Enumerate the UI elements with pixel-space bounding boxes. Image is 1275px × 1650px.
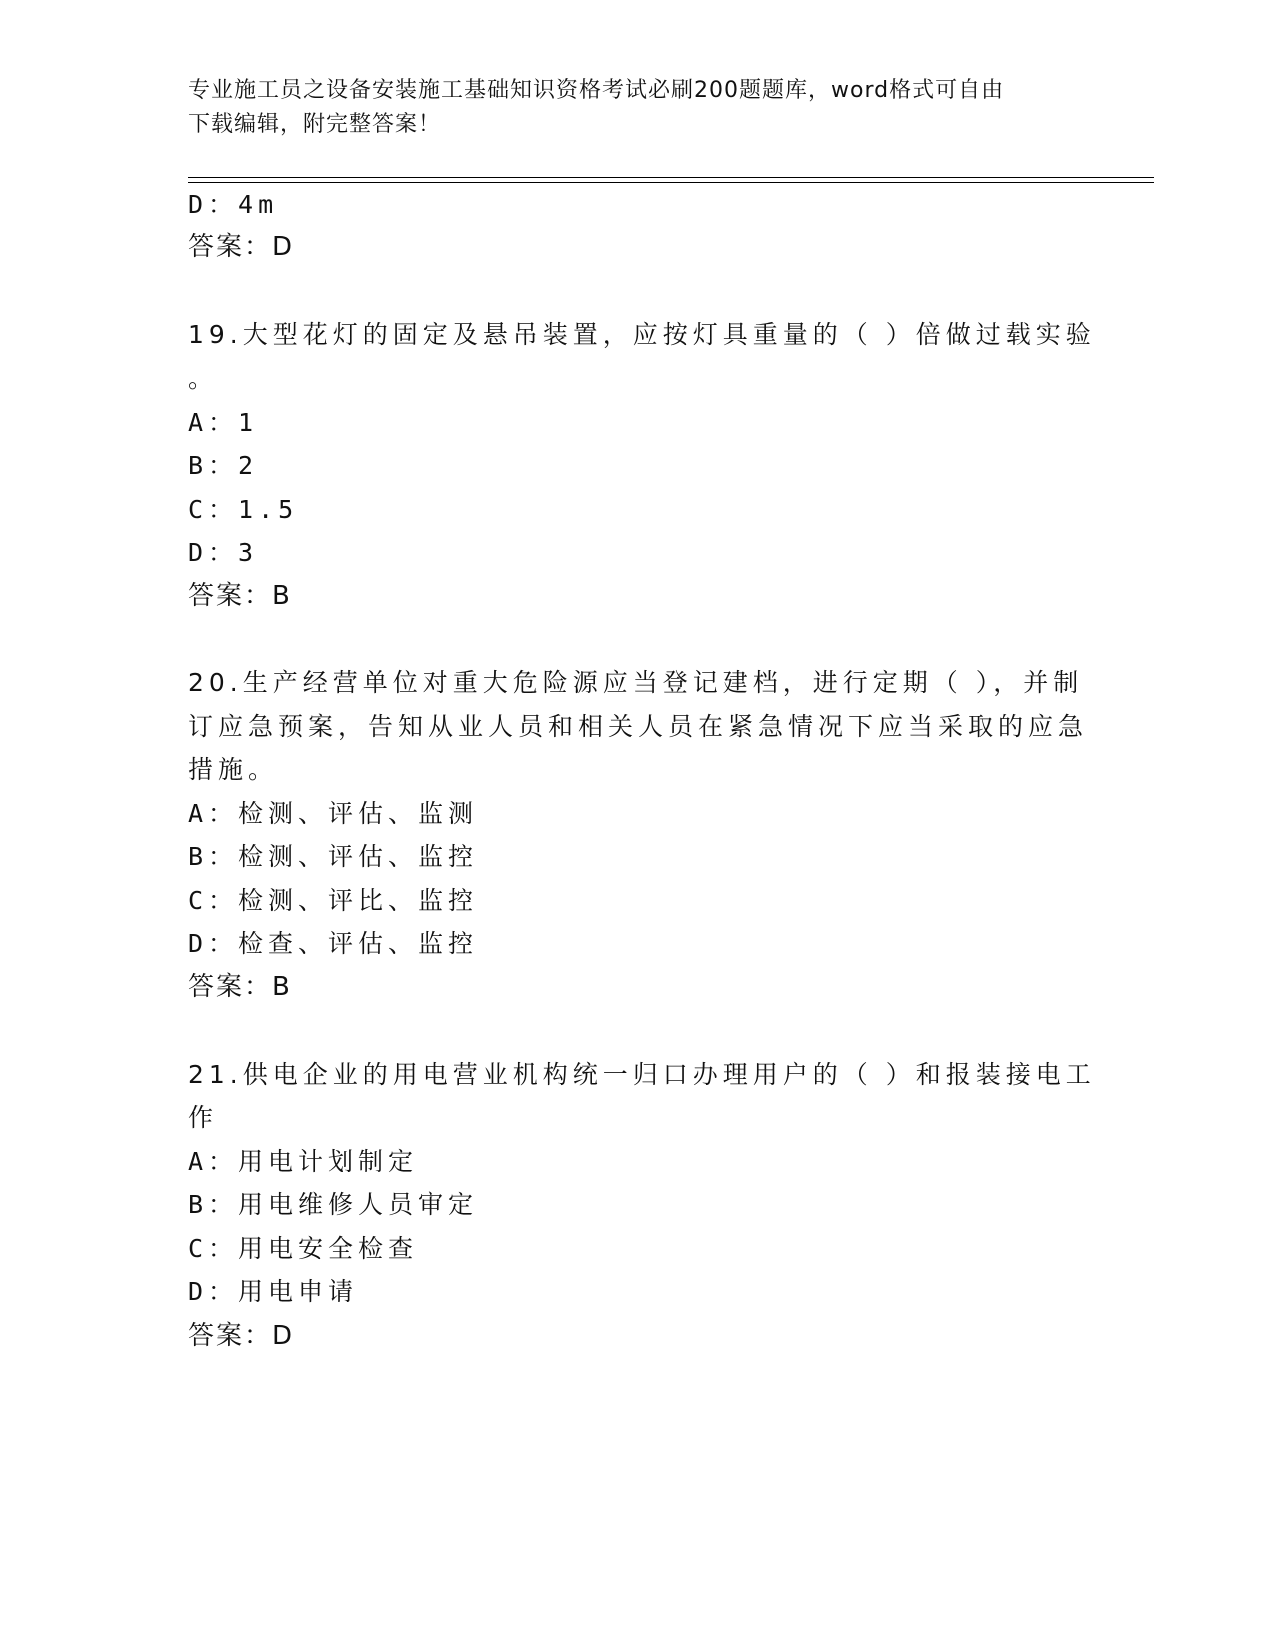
option-b: B：检测、评估、监控 [188,842,479,871]
header-line-1: 专业施工员之设备安装施工基础知识资格考试必刷200题题库，word格式可自由 [188,78,1005,103]
option-b: B：2 [188,451,259,480]
document-header [188,74,1068,142]
option-d: D：3 [188,538,259,567]
header-divider-bottom [188,182,1154,183]
option-a: A：检测、评估、监测 [188,799,479,828]
option-d: D：检查、评估、监控 [188,929,479,958]
header-line-2: 下载编辑，附完整答案！ [188,112,442,137]
option-c: C：检测、评比、监控 [188,886,479,915]
question-stem-line: 。 [188,364,219,393]
question-stem-line: 作 [188,1103,219,1132]
answer: 答案：D [188,1321,295,1351]
question-stem-line: 19.大型花灯的固定及悬吊装置，应按灯具重量的（ ）倍做过载实验 [188,320,1096,349]
header-divider-top [188,177,1154,178]
option-a: A：用电计划制定 [188,1147,419,1176]
option-c: C：用电安全检查 [188,1234,419,1263]
option-d: D：用电申请 [188,1277,359,1306]
answer: 答案：B [188,581,292,611]
answer: 答案：B [188,972,292,1002]
prev-option-d: D：4m [188,190,279,219]
option-b: B：用电维修人员审定 [188,1190,479,1219]
question-stem-line: 措施。 [188,755,279,784]
question-stem-line: 20.生产经营单位对重大危险源应当登记建档，进行定期（ ），并制 [188,668,1084,697]
question-stem-line: 订应急预案，告知从业人员和相关人员在紧急情况下应当采取的应急 [188,712,1089,741]
question-stem-line: 21.供电企业的用电营业机构统一归口办理用户的（ ）和报装接电工 [188,1060,1096,1089]
prev-answer: 答案：D [188,232,295,262]
option-c: C：1.5 [188,495,299,524]
option-a: A：1 [188,408,259,437]
